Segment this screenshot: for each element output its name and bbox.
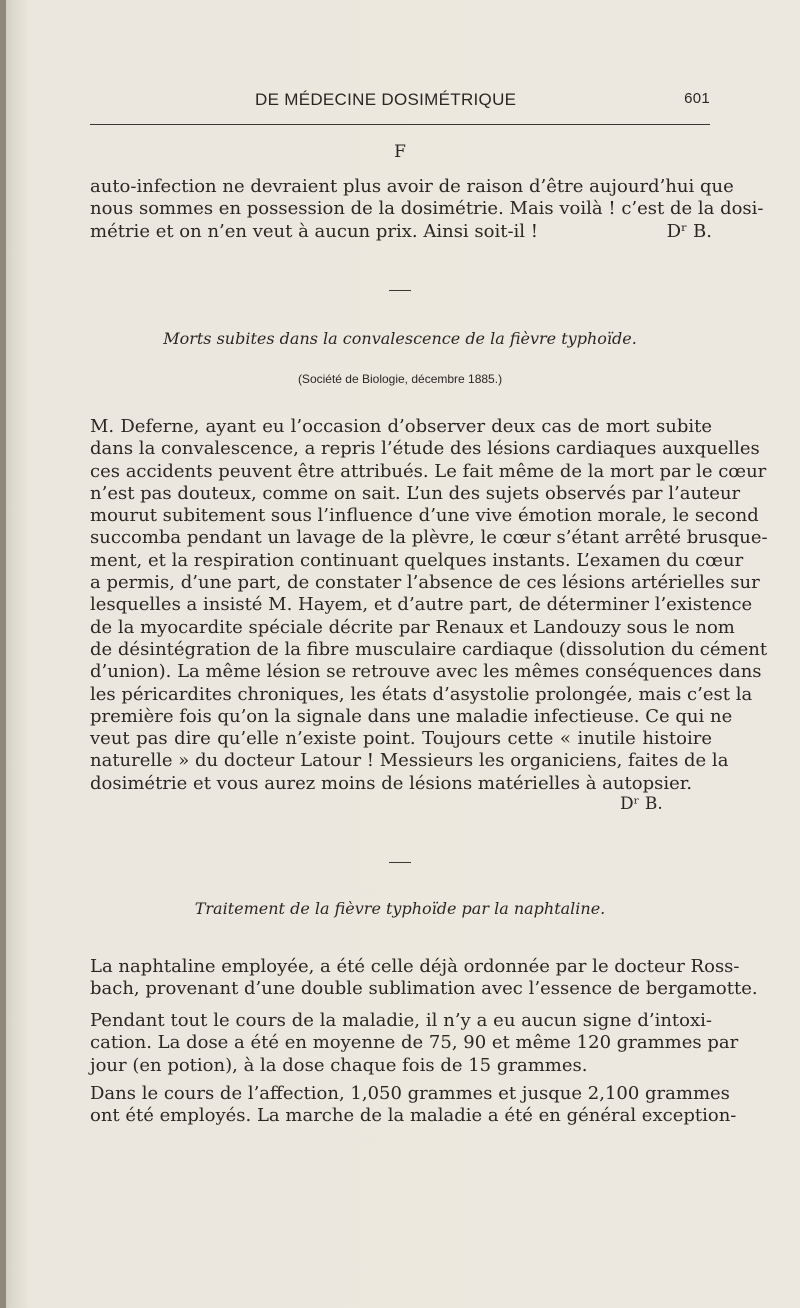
article-paragraph (90, 956, 758, 1001)
article-body (90, 416, 768, 795)
text-line: nous sommes en possession de la dosimétrie. Mais voilà ! c’est de la dosi- (90, 198, 764, 220)
page-number: 601 (684, 90, 710, 107)
text-line: les péricardites chroniques, les états d’asystolie prolongée, mais c’est la (90, 683, 753, 705)
article-paragraph (90, 1010, 739, 1077)
text-line (90, 221, 712, 243)
text-line-content: métrie et on n’en veut à aucun prix. Ainsi soit-il ! (90, 220, 539, 242)
author-signature: Dʳ B. (666, 220, 712, 242)
header-rule (90, 124, 710, 125)
intro-paragraph (90, 176, 764, 243)
text-line: bach, provenant d’une double sublimation avec l’essence de bergamotte. (90, 978, 758, 1000)
text-line: cation. La dose a été en moyenne de 75, 90 et même 120 grammes par (90, 1032, 739, 1054)
text-line: auto-infection ne devraient plus avoir de raison d’être aujourd’hui que (90, 176, 734, 197)
binding-shadow (0, 0, 6, 1308)
article-title: Traitement de la fièvre typhoïde par la naphtaline. (194, 899, 606, 918)
signature-marker: F (394, 142, 406, 162)
article-title: Morts subites dans la convalescence de la fièvre typhoïde. (163, 329, 637, 348)
text-line: de la myocardite spéciale décrite par Renaux et Landouzy sous le nom (90, 616, 735, 638)
text-line: mourut subitement sous l’influence d’une vive émotion morale, le second (90, 505, 759, 527)
text-line: de désintégration de la fibre musculaire cardiaque (dissolution du cément (90, 638, 768, 660)
text-line: succomba pendant un lavage de la plèvre, le cœur s’étant arrêté brusque- (90, 527, 768, 549)
text-line: n’est pas douteux, comme on sait. L’un des sujets observés par l’auteur (90, 482, 741, 504)
text-line: lesquelles a insisté M. Hayem, et d’autre part, de déterminer l’existence (90, 594, 753, 616)
text-line: ces accidents peuvent être attribués. Le fait même de la mort par le cœur (90, 460, 767, 482)
article-paragraph (90, 1083, 737, 1128)
author-signature: Dʳ B. (620, 794, 663, 814)
text-line: naturelle » du docteur Latour ! Messieurs les organiciens, faites de la (90, 750, 729, 772)
text-line: La naphtaline employée, a été celle déjà ordonnée par le docteur Ross- (90, 956, 740, 977)
text-line: veut pas dire qu’elle n’existe point. Toujours cette « inutile histoire (90, 728, 712, 750)
text-line: M. Deferne, ayant eu l’occasion d’observer deux cas de mort subite (90, 416, 712, 437)
text-line: première fois qu’on la signale dans une maladie infectieuse. Ce qui ne (90, 705, 733, 727)
section-divider (389, 290, 411, 291)
text-line: jour (en potion), à la dose chaque fois de 15 grammes. (90, 1054, 588, 1076)
running-head (90, 90, 710, 116)
article-source: (Société de Biologie, décembre 1885.) (297, 372, 503, 386)
text-line: ont été employés. La marche de la maladie a été en général exception- (90, 1105, 737, 1127)
section-divider (389, 862, 411, 863)
text-line: dans la convalescence, a repris l’étude des lésions cardiaques auxquelles (90, 438, 760, 460)
running-head-title: DE MÉDECINE DOSIMÉTRIQUE (255, 90, 517, 109)
text-line: d’union). La même lésion se retrouve avec les mêmes conséquences dans (90, 661, 762, 683)
text-line: dosimétrie et vous aurez moins de lésions matérielles à autopsier. (90, 772, 693, 794)
text-line: Pendant tout le cours de la maladie, il n’y a eu aucun signe d’intoxi- (90, 1010, 712, 1031)
text-line: a permis, d’une part, de constater l’absence de ces lésions artérielles sur (90, 572, 760, 594)
text-line: ment, et la respiration continuant quelques instants. L’examen du cœur (90, 549, 744, 571)
text-line: Dans le cours de l’affection, 1,050 grammes et jusque 2,100 grammes (90, 1083, 730, 1104)
